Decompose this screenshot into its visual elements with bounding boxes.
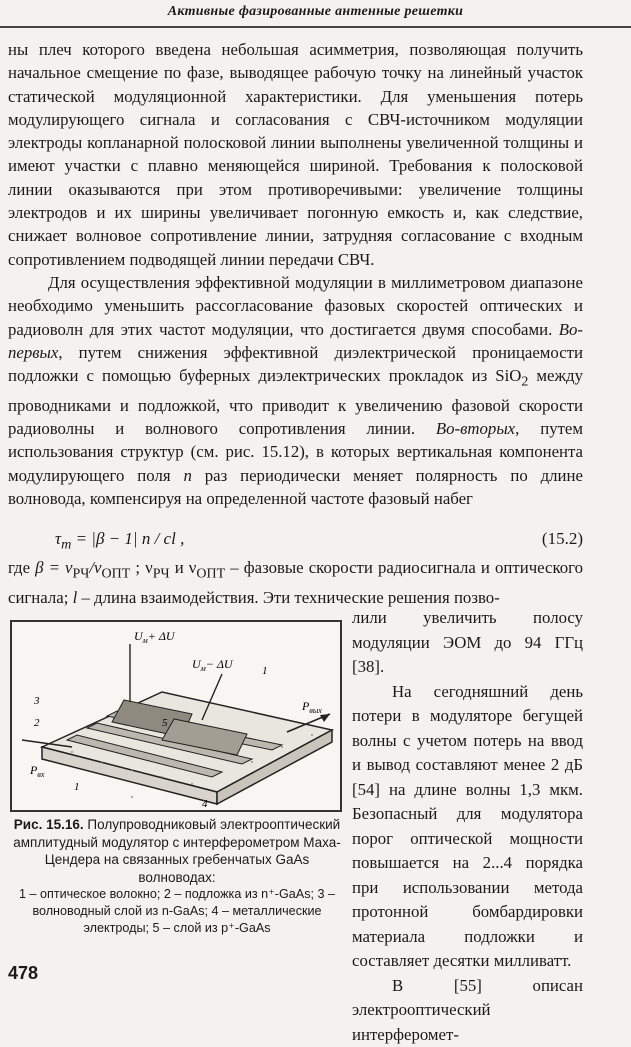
modulator-drawing bbox=[12, 622, 340, 810]
label-p-out: $P_{вых}$ bbox=[301, 699, 322, 715]
where-d: – фазовые скорости радиосигнала и оптического сигнала; bbox=[8, 558, 583, 607]
label-3: 3 bbox=[33, 695, 40, 707]
p2-text-d: , путем использования структур (см. рис. 15.12), в которых вертикальная компонента модулирующего поля bbox=[8, 419, 583, 485]
page-number: 478 bbox=[8, 963, 38, 984]
where-opt-sub: ОПТ bbox=[102, 566, 131, 581]
p2-text-c: между проводниками и подложкой, что приводит к увеличению фазовой скорости радиоволны и волнового сопротивления линии. bbox=[8, 366, 583, 438]
label-um-plus: $U_м+ \Delta U$ bbox=[134, 629, 176, 645]
sio2: SiO bbox=[495, 366, 521, 385]
p2-n: n bbox=[183, 466, 191, 485]
p2-second: Во-вторых bbox=[436, 419, 515, 438]
label-um-minus: $U_м- \Delta U$ bbox=[192, 657, 234, 673]
label-2: 2 bbox=[34, 717, 40, 729]
right-column-text bbox=[352, 606, 583, 1047]
where-line bbox=[8, 556, 583, 609]
p2-text-a: Для осуществления эффективной модуляции в миллиметровом диапазоне необходимо уменьшить рассогласование фазовых скоростей оптических и радиоволн для этих частот модуляции, что достигается двумя способами. bbox=[8, 273, 583, 339]
figure-caption bbox=[8, 816, 346, 937]
label-5: 5 bbox=[162, 717, 168, 729]
where-l: l bbox=[73, 588, 78, 607]
caption-line1: Полупроводниковый электрооптический амплитудный модулятор с интерферометром Маха-Цендера на связанных гребенчатых GaAs волноводах: bbox=[13, 817, 341, 885]
paragraph-1: ны плеч которого введена небольшая асимметрия, позволяющая получить начальное смещение по фазе, выводящее рабочую точку на линейный участок статической модуляционной характеристики. Для уменьшения потерь модулирующего сигнала и согласования с СВЧ-источником модуляции электроды копланарной полосковой линии выполнены увеличенной толщины и имеют участки с плавно меняющейся шириной. Требования к полосковой линии оказываются при этом противоречивыми: увеличение толщины электродов и их ширины увеличивает погонную емкость и, как следствие, снижает волновое сопротивление линии, затрудняя согласование с входным сопротивлением подводящей линии передачи СВЧ. bbox=[8, 38, 583, 271]
where-rf-sub: РЧ bbox=[73, 566, 90, 581]
caption-legend: 1 – оптическое волокно; 2 – подложка из n⁺-GaAs; 3 – волноводный слой из n-GaAs; 4 – металлические электроды; 5 – слой из p⁺-GaAs bbox=[8, 886, 346, 937]
equation-number: (15.2) bbox=[542, 527, 583, 551]
where-e: – длина взаимодействия. Эти технические решения позво- bbox=[81, 588, 499, 607]
where-b: ; ν bbox=[135, 558, 152, 577]
label-p-in: $P_{вх}$ bbox=[29, 763, 45, 779]
eq-lhs: τ bbox=[55, 529, 61, 548]
caption-title: Рис. 15.16. bbox=[14, 817, 84, 832]
right-p3: В [55] описан электрооптический интерферомет- bbox=[352, 974, 583, 1047]
eq-rhs: = |β − 1| n / cl , bbox=[71, 529, 184, 548]
where-opt-sub-2: ОПТ bbox=[196, 566, 225, 581]
label-4: 4 bbox=[202, 798, 208, 810]
p2-text-b: , путем снижения эффективной диэлектрической проницаемости подложки с помощью буферных диэлектрических прокладок из bbox=[8, 343, 583, 385]
where-slash: /ν bbox=[89, 558, 101, 577]
p2-first: Во-первых bbox=[8, 320, 583, 362]
where-c: и ν bbox=[175, 558, 197, 577]
eq-lhs-sub: m bbox=[61, 536, 71, 552]
running-header: Активные фазированные антенные решетки bbox=[0, 0, 631, 28]
label-1-right: 1 bbox=[262, 665, 268, 677]
paragraph-2 bbox=[8, 271, 583, 510]
equation-15-2 bbox=[55, 527, 583, 556]
where-rf-sub-2: РЧ bbox=[153, 566, 170, 581]
body-text bbox=[8, 38, 583, 510]
figure-15-16 bbox=[10, 620, 342, 812]
where-a: где bbox=[8, 558, 30, 577]
sio2-sub: 2 bbox=[521, 375, 528, 390]
right-p1: лили увеличить полосу модуляции ЭОМ до 94 ГГц [38]. bbox=[352, 606, 583, 680]
where-beta: β = ν bbox=[35, 558, 72, 577]
right-p2: На сегодняшний день потери в модуляторе бегущей волны с учетом потерь на ввод и вывод составляют менее 2 дБ [54] на длине волны 1,3 мкм. Безопасный для модулятора порог оптической мощности повышается на 2...4 порядка при использовании метода протонной бомбардировки материала подложки и составляет десятки милливатт. bbox=[352, 680, 583, 974]
p2-text-e: раз периодически меняет полярность по длине волновода, компенсируя на определенной частоте фазовый набег bbox=[8, 466, 583, 508]
label-1-left: 1 bbox=[74, 781, 80, 793]
